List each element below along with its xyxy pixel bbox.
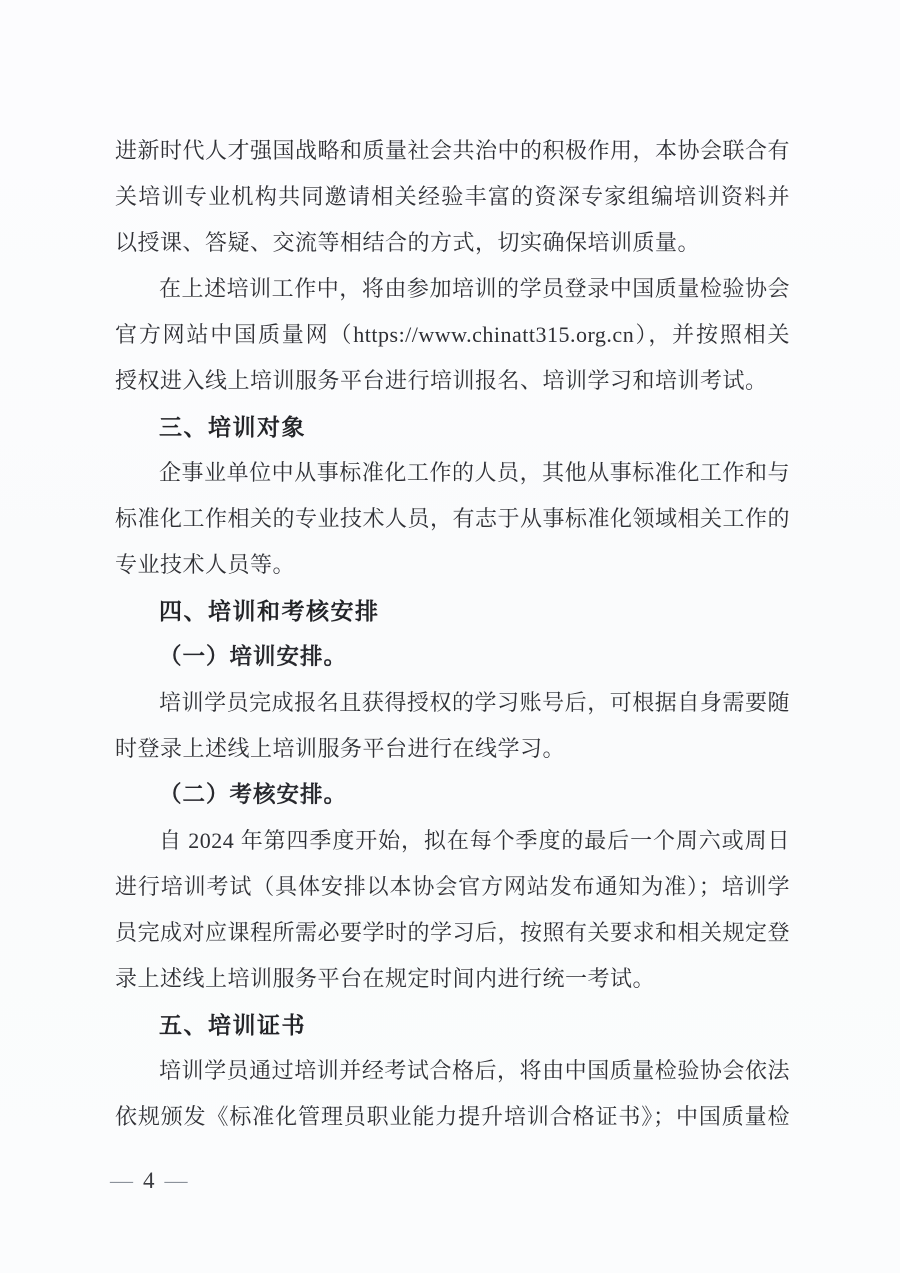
paragraph-line: 进行培训考试（具体安排以本协会官方网站发布通知为准）；培训学	[115, 874, 790, 899]
paragraph-line: 进新时代人才强国战略和质量社会共治中的积极作用，本协会联合有	[115, 138, 791, 163]
page-number-dash-left: —	[110, 1168, 137, 1193]
paragraph-line: 时登录上述线上培训服务平台进行在线学习。	[115, 736, 566, 761]
paragraph-line-url: 官方网站中国质量网（https://www.chinatt315.org.cn），并按照相关	[115, 322, 790, 347]
document-body	[115, 128, 790, 1140]
paragraph-line: 录上述线上培训服务平台在规定时间内进行统一考试。	[115, 966, 656, 991]
paragraph-line: 在上述培训工作中，将由参加培训的学员登录中国质量检验协会	[159, 276, 790, 301]
paragraph-line: 员完成对应课程所需必要学时的学习后，按照有关要求和相关规定登	[115, 920, 791, 945]
page-number-dash-right: —	[164, 1168, 192, 1193]
section-heading-5: 五、培训证书	[159, 1012, 306, 1038]
paragraph-line: 依规颁发《标准化管理员职业能力提升培训合格证书》；中国质量检	[115, 1104, 790, 1129]
paragraph-line: 培训学员完成报名且获得授权的学习账号后，可根据自身需要随	[159, 690, 790, 715]
paragraph-line: 自 2024 年第四季度开始，拟在每个季度的最后一个周六或周日	[159, 828, 790, 853]
subsection-heading-1: （一）培训安排。	[159, 644, 348, 669]
paragraph-line: 培训学员通过培训并经考试合格后，将由中国质量检验协会依法	[159, 1058, 790, 1083]
paragraph-line: 专业技术人员等。	[115, 552, 296, 577]
paragraph-line: 以授课、答疑、交流等相结合的方式，切实确保培训质量。	[115, 230, 701, 255]
paragraph-line: 企事业单位中从事标准化工作的人员，其他从事标准化工作和与	[159, 460, 790, 485]
paragraph-line: 关培训专业机构共同邀请相关经验丰富的资深专家组编培训资料并	[115, 184, 790, 209]
page-number	[110, 1168, 192, 1194]
paragraph-line: 标准化工作相关的专业技术人员，有志于从事标准化领域相关工作的	[115, 506, 791, 531]
subsection-heading-2: （二）考核安排。	[159, 782, 348, 807]
section-heading-3: 三、培训对象	[159, 414, 306, 440]
page-number-value: 4	[143, 1168, 159, 1193]
paragraph-line: 授权进入线上培训服务平台进行培训报名、培训学习和培训考试。	[115, 368, 768, 393]
section-heading-4: 四、培训和考核安排	[159, 598, 380, 624]
